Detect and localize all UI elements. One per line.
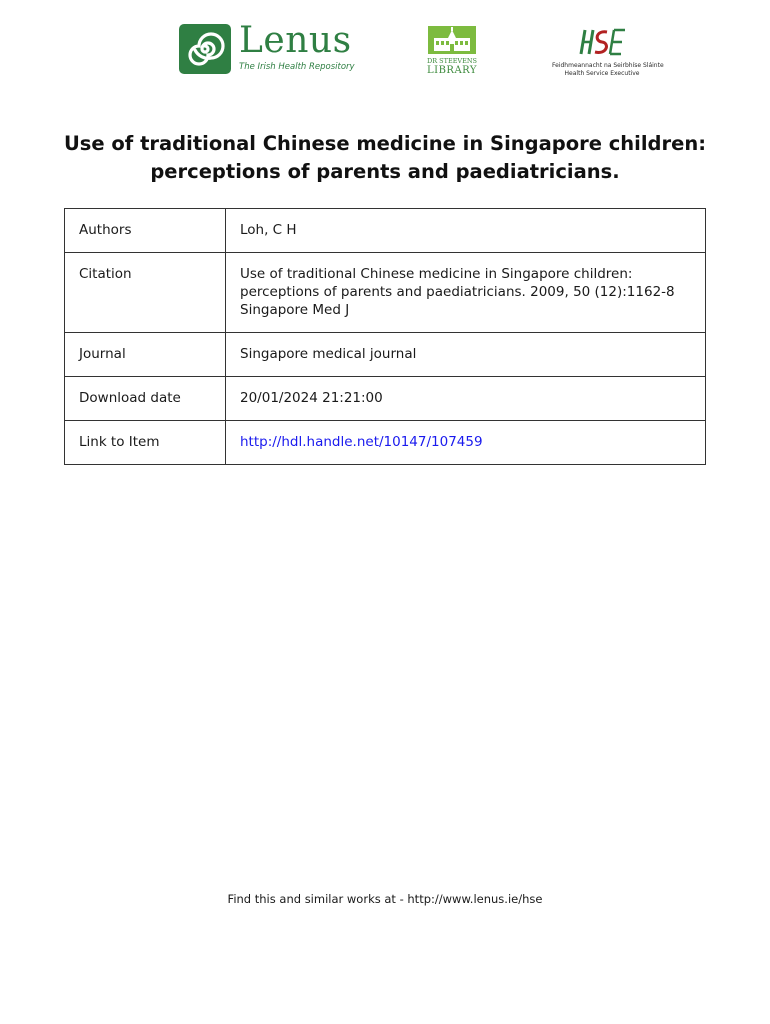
hse-logo bbox=[552, 24, 664, 80]
metadata-table bbox=[64, 208, 706, 465]
table-row bbox=[65, 333, 706, 377]
document-title: Use of traditional Chinese medicine in Singapore children: perceptions of parents and paediatricians. bbox=[63, 132, 707, 183]
steevens-library-logo bbox=[424, 24, 480, 78]
row-label-download-date: Download date bbox=[65, 377, 226, 421]
hse-english-name: Health Service Executive bbox=[564, 70, 640, 77]
lenus-wordmark: Lenus bbox=[239, 20, 352, 61]
table-row bbox=[65, 209, 706, 253]
header-logos bbox=[0, 22, 770, 82]
steevens-line2: LIBRARY bbox=[426, 65, 477, 76]
row-value-authors: Loh, C H bbox=[226, 209, 706, 253]
lenus-tagline: The Irish Health Repository bbox=[239, 62, 355, 72]
footer-note: Find this and similar works at - http://www.lenus.ie/hse bbox=[227, 892, 543, 906]
lenus-logo bbox=[179, 20, 364, 76]
hse-wordmark-icon bbox=[552, 24, 652, 60]
table-row bbox=[65, 421, 706, 465]
row-label-citation: Citation bbox=[65, 253, 226, 333]
row-value-citation: Use of traditional Chinese medicine in Singapore children: perceptions of parents and paediatricians. 2009, 50 (12):1162-8 Singapore Med J bbox=[226, 253, 706, 333]
row-label-journal: Journal bbox=[65, 333, 226, 377]
library-building-icon bbox=[424, 24, 480, 56]
lenus-spiral-icon bbox=[179, 24, 231, 74]
row-label-link: Link to Item bbox=[65, 421, 226, 465]
item-link[interactable]: http://hdl.handle.net/10147/107459 bbox=[240, 434, 483, 450]
steevens-line1: DR STEEVENS bbox=[426, 57, 478, 65]
row-value-journal: Singapore medical journal bbox=[226, 333, 706, 377]
row-value-link bbox=[226, 421, 706, 465]
table-row bbox=[65, 377, 706, 421]
table-row bbox=[65, 253, 706, 333]
row-value-download-date: 20/01/2024 21:21:00 bbox=[226, 377, 706, 421]
hse-irish-name: Feidhmeannacht na Seirbhíse Sláinte bbox=[552, 62, 664, 69]
row-label-authors: Authors bbox=[65, 209, 226, 253]
